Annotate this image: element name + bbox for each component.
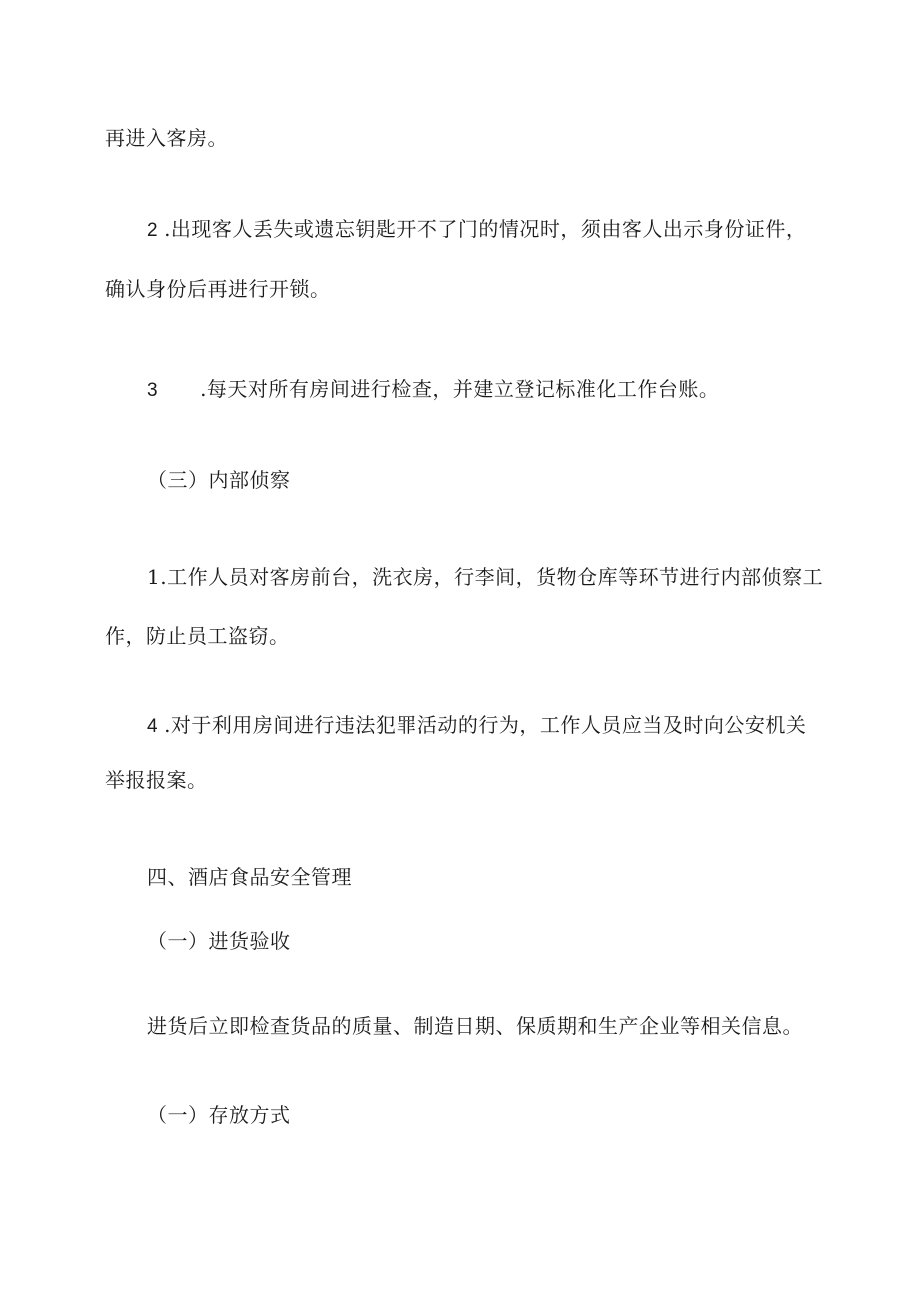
paragraph-continuation: 再进入客房。 <box>105 126 228 150</box>
item-number-3: 3 <box>147 380 159 401</box>
paragraph-item-4-line-1 <box>147 711 806 741</box>
paragraph-item-2-line-1 <box>147 215 806 245</box>
item-4-text: .对于利用房间进行违法犯罪活动的行为，工作人员应当及时向公安机关 <box>164 713 807 737</box>
heading-internal-investigation: （三）内部侦察 <box>147 468 291 492</box>
item-number-2: 2 <box>147 220 159 241</box>
paragraph-receiving: 进货后立即检查货品的质量、制造日期、保质期和生产企业等相关信息。 <box>147 1014 803 1038</box>
paragraph-item-2-line-2: 确认身份后再进行开锁。 <box>105 277 331 301</box>
paragraph-internal-1-line-2: 作，防止员工盗窃。 <box>105 624 290 648</box>
heading-receiving-inspection: （一）进货验收 <box>147 929 291 953</box>
item-number-4: 4 <box>147 716 159 737</box>
heading-storage-method: （一）存放方式 <box>147 1103 291 1127</box>
heading-food-safety: 四、酒店食品安全管理 <box>147 865 352 889</box>
paragraph-item-3 <box>147 375 719 405</box>
item-2-text: .出现客人丢失或遗忘钥匙开不了门的情况时，须由客人出示身份证件， <box>164 217 807 241</box>
paragraph-item-4-line-2: 举报报案。 <box>105 768 208 792</box>
paragraph-internal-1-line-1: 1.工作人员对客房前台，洗衣房，行李间，货物仓库等环节进行内部侦察工 <box>147 565 824 589</box>
item-3-text: .每天对所有房间进行检查，并建立登记标准化工作台账。 <box>200 377 720 401</box>
